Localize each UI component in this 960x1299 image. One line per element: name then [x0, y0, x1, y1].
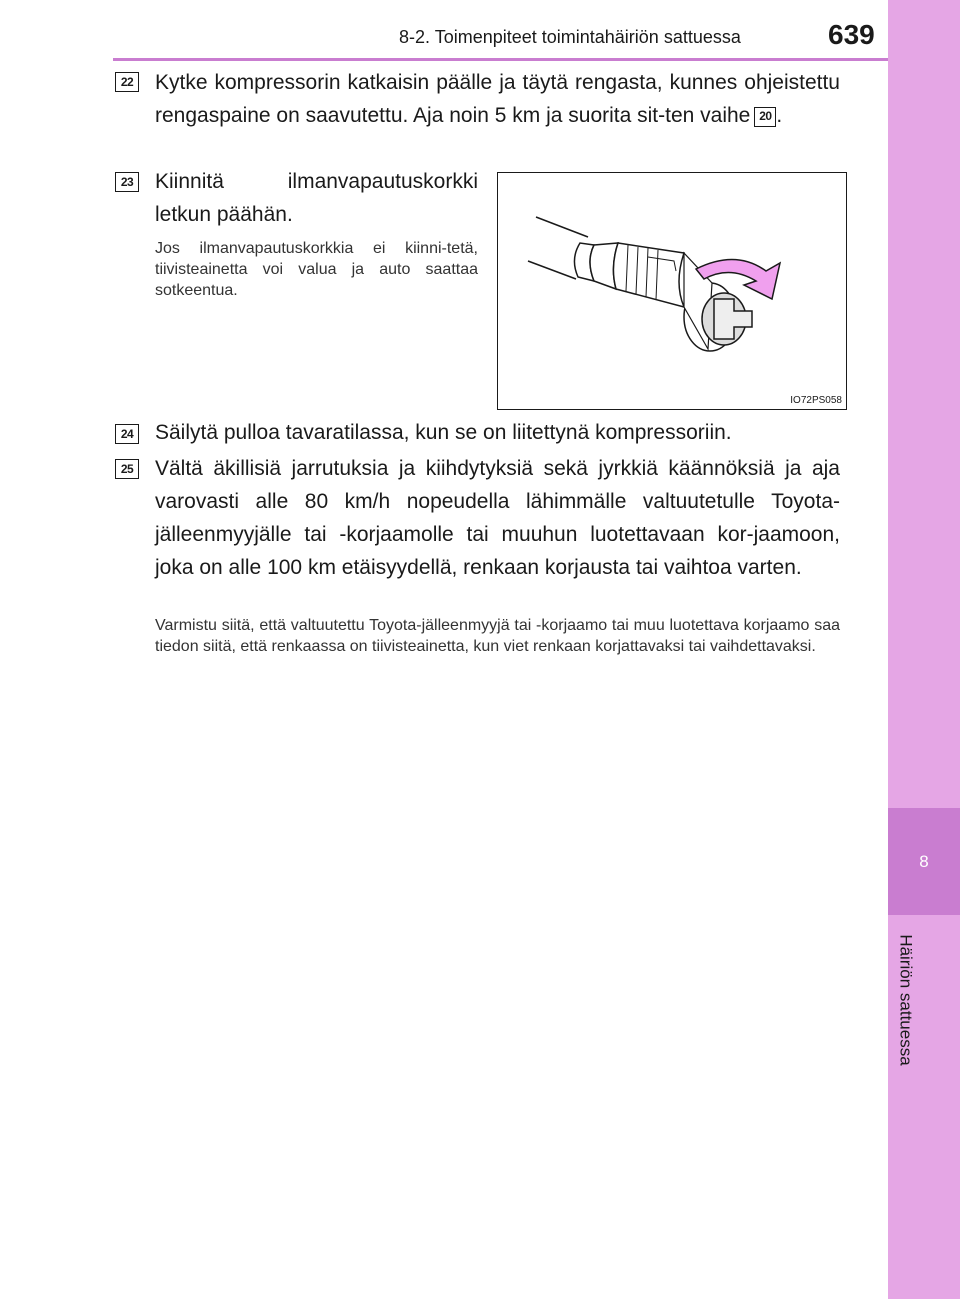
step-note-25: Varmistu siitä, että valtuutettu Toyota-jälleenmyyjä tai -korjaamo tai muu luotettava korjaamo saa tiedon siitä, että renkaassa on tiivisteainetta, kun viet renkaan korjattavaksi tai vaihdettavaksi. [155, 617, 840, 655]
step-text: Kytke kompressorin katkaisin päälle ja täytä rengasta, kunnes ohjeistettu rengaspaine on saavutettu. Aja noin 5 km ja suorita sit-ten vaihe [155, 71, 840, 127]
step-text-25: Vältä äkillisiä jarrutuksia ja kiihdytyksiä sekä jyrkkiä käännöksiä ja aja varovasti alle 80 km/h nopeudella lähimmälle valtuutetulle Toyota-jälleenmyyjälle tai -korjaamolle tai muuhun luotettavaan kor-jaamoon, joka on alle 100 km etäisyydellä, renkaan korjausta tai vaihtoa varten. [155, 457, 840, 579]
step-badge-24: 24 [115, 424, 139, 444]
step-badge-23: 23 [115, 172, 139, 192]
chapter-sidebar [888, 0, 960, 1299]
step-note-23: Jos ilmanvapautuskorkkia ei kiinni-tetä, tiivisteainetta voi valua ja auto saattaa sotkeentua. [155, 240, 478, 299]
header-rule [113, 58, 888, 61]
chapter-number-tab [888, 808, 960, 915]
step-text-22 [155, 66, 840, 132]
air-release-cap-icon [498, 173, 846, 409]
step-text-end: . [776, 104, 783, 127]
step-ref-badge[interactable]: 20 [754, 107, 776, 127]
chapter-title-tab [892, 920, 920, 1080]
chapter-number: 8 [919, 851, 929, 871]
illustration-frame [497, 172, 847, 410]
step-text-24: Säilytä pulloa tavaratilassa, kun se on liitettynä kompressoriin. [155, 421, 732, 444]
section-title: 8-2. Toimenpiteet toimintahäiriön sattuessa [399, 27, 741, 47]
illustration-code: IO72PS058 [790, 395, 842, 406]
chapter-title: Häiriön sattuessa [897, 934, 916, 1066]
step-badge-22: 22 [115, 72, 139, 92]
page-number: 639 [828, 19, 875, 50]
step-text-23: Kiinnitä ilmanvapautuskorkki letkun päähän. [155, 170, 478, 226]
step-badge-25: 25 [115, 459, 139, 479]
